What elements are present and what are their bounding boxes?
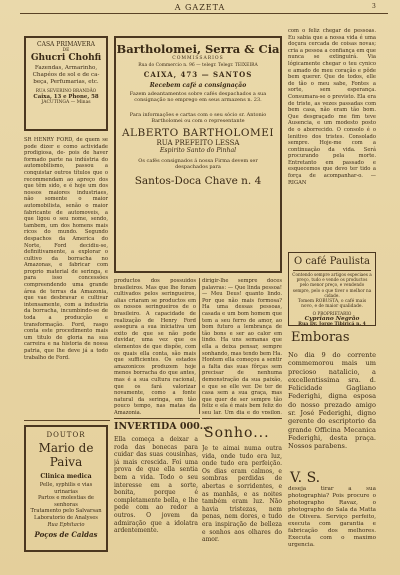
ad-paulista-drink: Tomem ROBUSTA, o café mais novo, e de maior qualidade. xyxy=(297,299,367,310)
ad-mario-line5: Rua Ephitacio xyxy=(47,521,85,528)
rule-col1 xyxy=(24,420,110,421)
ad-bartholomei-recebem: Recebem café a consignação xyxy=(149,82,247,89)
ad-bartholomei-note: Os cafés consignados á nossa Firma devem ser despachados para xyxy=(138,158,258,171)
ad-mario-line3: Tratamento pelo Salvarsan xyxy=(30,508,102,515)
ad-casa-primavera xyxy=(24,36,108,131)
ad-bartholomei-rep-place: Espirito Santo do Pinhal xyxy=(159,147,237,155)
ad-paulista-title: O café Paulista xyxy=(294,256,370,267)
section-sonho-body: Je te aimai numa outra vida, onde tudo era luz, onde tudo era perfeição. Os dias eram calmos, e sombras perdidas de abertas e sorridentes, e as manhãs, e as noites também eram luz. Não havia tristezas, nem penas, nem dores, e tudo era inspiração de belleza e sonhos aos olhares do amor. xyxy=(202,445,282,544)
section-emboras-body: No dia 9 do corrente commemorou mais um precioso natalicio, a excellentissima sra. d. Felicidade Gagliano Federighi, digna esposa do nosso prezado amigo sr. José Federighi, digno gerente do escriptorio da grande Officina Mecanica Federighi, desta praça. Nossos parabens. xyxy=(288,351,376,451)
ad-bartholomei-info: Para informações e cartas com o seu sócio sr. Antonio Bartholomei ou com o representante xyxy=(129,111,267,124)
ad-bartholomei-destination: Santos-Doca Chave n. 4 xyxy=(134,174,262,187)
ad-bartholomei-name: Bartholomei, Serra & Cia xyxy=(116,42,280,56)
ad-primavera-line2: DE xyxy=(62,48,70,53)
ad-mario-line1: Pelle, syphilis e vias urinarias xyxy=(39,482,93,495)
ad-mario-doctor: DOUTOR xyxy=(46,431,86,439)
masthead: A GAZETA xyxy=(174,3,226,12)
section-emboras-title: Emboras xyxy=(291,330,350,345)
section-vs-title: V. S. xyxy=(290,470,321,486)
ad-mario-clinica: Clinica medica xyxy=(40,473,92,480)
ad-paulista-address: Rua Dr. Jorge Tibiriçá n. 4 xyxy=(298,321,366,327)
section-invertida-title: INVERTIDA 000... xyxy=(114,421,210,432)
article-middle-right: dirigir-lhe sempre doces palavras: — Que linda pessoa! — Meu Deus! quanto lindo. Por que não mais formosa? Ha uma dessas pessoas, casada e um bom homem que tem a seu ferro de amor, ao bom futuro a lembrança de tão bons e ser ao calor em lindo. Ha uns semanas que ella a deixa pensar, sempre sonhando, mas tendo bem Ha. Hontem ella começou a sentir a falta das suas fôrças sem precisar de nenhuma demonstração da sua paixão, e que se elle ver. De ter de casa sem a sua graça, mas que quer de ser sempre tão feliz e ela é mais bem feliz do seu lar. Um dia e do ypsilon, xyxy=(202,278,282,414)
ad-primavera-line1: CASA PRIMAVERA xyxy=(37,41,95,48)
ad-primavera-owner: Ghucri Chohfi xyxy=(30,53,102,63)
rule-sonho xyxy=(202,418,282,419)
ad-cafe-paulista xyxy=(288,252,376,326)
header-rule xyxy=(20,13,388,14)
ad-mario-line4: Laboratorio de Analyses xyxy=(34,514,98,521)
ad-mario-line2: Partos e molestias de senhoras xyxy=(37,495,95,508)
ad-bartholomei-address: Rua do Commercio n. 96 — telegr. Telegr. TEIXEIRA xyxy=(138,63,258,68)
ad-primavera-city: JACUTINGA — Minas xyxy=(41,100,91,105)
ad-bartholomei-rep-name: ALBERTO BARTHOLOMEI xyxy=(121,127,275,140)
ad-mario-name: Mario de Paiva xyxy=(38,441,94,469)
article-henry-ford: SR HENRY FORD, de quem se pode dizer e como actividade prodigiosa, de- pois de haver formado parte na indústria do automobilismo, passou a conquistar outros títulos que o recommendam ao apreço dos que têm sido, e é hoje um dos nossos maiores industriaes, não somente o maior automobilista, senão o maior fabricante de automoveis, a que ligou o seu nome, sendo, tambem, um dos homens mais ricos do mundo. Segundo despachos da America do Norte, Ford decidiu-se, definitivamente, a explorar o cultivo da borracha no Amazonas, e fabricar com proprio material de seringa, e para isso concessões compreendendo uma grande área de terras da Amazonia, que vae desbravar e cultivar intensamente, com a industria da borracha, incumbindo-se de toda a producção e transformação. Ford, rasgo conta este procedimento mais um titulo de gloria na sua carreira e na historia de nossa patria, que lhe deve já a todo trabalho de Ford. xyxy=(24,137,108,361)
page-number: 3 xyxy=(372,3,376,10)
ad-bartholomei xyxy=(114,36,282,273)
ad-mario-de-paiva xyxy=(24,425,108,552)
article-col4: com o feliz chegar de pessoas. Eu sabia que a nossa vida é uma doçura cercada de coisas novas; cria a pessoa a confiança em que nunca se extinguirá. Via lógicamente chegar o teu cynico e amado de meu coração e pôde bem querer. Que de todos, elle de tão o meu sabe, Fontes a sorte, sem esperança. Consumara-se o previsto. Ela era de triste, as vezes passadas com bem casa, não eram tão bom. Que desgraçado me fim teve Ausencia, e um modesto posto de o aborrecido. O consolo é o lenitivo dos tristes. Consolado sempre. Hoje-me com a continuação da vida. Será procurando pela morte. Entretanto em passado e esquecemos que devo ter tido a força de acompanhar-o. — RIGAN xyxy=(288,28,376,186)
ad-paulista-sub: Contendo sempre artigos especiaes a preço, tudo e vende os productos pelo menor preço, e vendendo sempre, pelo o que tiver o melhor na cidade. xyxy=(292,272,372,298)
article-middle-left: productos dos possuidos brasileiros. Mas que lhe foram cultivados pelos seringueiros, alias criaram se productos em os nossos seringueiros de o brasileiro. A capacidade de realização de Henry Ford assegura a sua iniciativa um exito de que se não pode duvidar, uma vez que os elementos de que dispõe, com os quais ella conta, são mais que sufficientes. Os estados amazonicos produzem hoje menos borracha do que antes, mas é a sua cultura racional, que os fará valorizar novamente, como a fonte natural da seringa, em tão pouco tempo, nas matas da Amazonia. xyxy=(114,278,196,414)
section-sonho-title: Sonho... xyxy=(204,425,270,441)
ad-bartholomei-caixa: CAIXA, 473 — SANTOS xyxy=(143,70,253,79)
ad-paulista-owner-label: O PROPRIETARIO xyxy=(312,310,352,316)
ad-paulista-rule xyxy=(293,270,371,271)
section-invertida-body: Ella começa a deixar a roda das bonecas para cuidar das suas cousinhas, já mais crescida. Foi uma prova de que ella sentia bem a vida. Todo o seu interesse em a sorte, bonita, porque é completamente bella, e lhe pede com ao redor a outros. O jovem da admiração que a idolatra ardentemente. xyxy=(114,436,198,535)
ad-bartholomei-sub: COMMISSARIOS xyxy=(172,56,224,61)
ad-mario-place: Poços de Caldas xyxy=(34,529,98,539)
ad-bartholomei-body: Fazem adeantamentos sobre cafés despachados a sua consignação no emprego em seus armazens n. 23. xyxy=(129,91,267,104)
column-divider xyxy=(199,278,200,414)
rule-invertida xyxy=(114,418,200,419)
ad-primavera-address: RUA SEVERINO BRANDÃO xyxy=(35,89,97,94)
ad-primavera-body: Fazendas, Armarinho, Chapéos de sol e de ca- beça, Perfumarias, etc. xyxy=(32,65,100,85)
ad-bartholomei-rep-street: RUA PREFEITO LESSA xyxy=(156,139,240,148)
section-vs-body: deseja tirar a sua photographia? Pois procure o photographo Ravaz, o photographo do Sala da Matta de Olivera. Serviço perfeito, executa com garantia e fabricação dos melhores. Executa com o maximo urgencia. xyxy=(288,486,376,548)
ad-primavera-box: Caixa, 13 e Phone, 58 xyxy=(33,94,99,100)
ad-paulista-proprietor: Cypriano Negrão xyxy=(304,315,360,322)
